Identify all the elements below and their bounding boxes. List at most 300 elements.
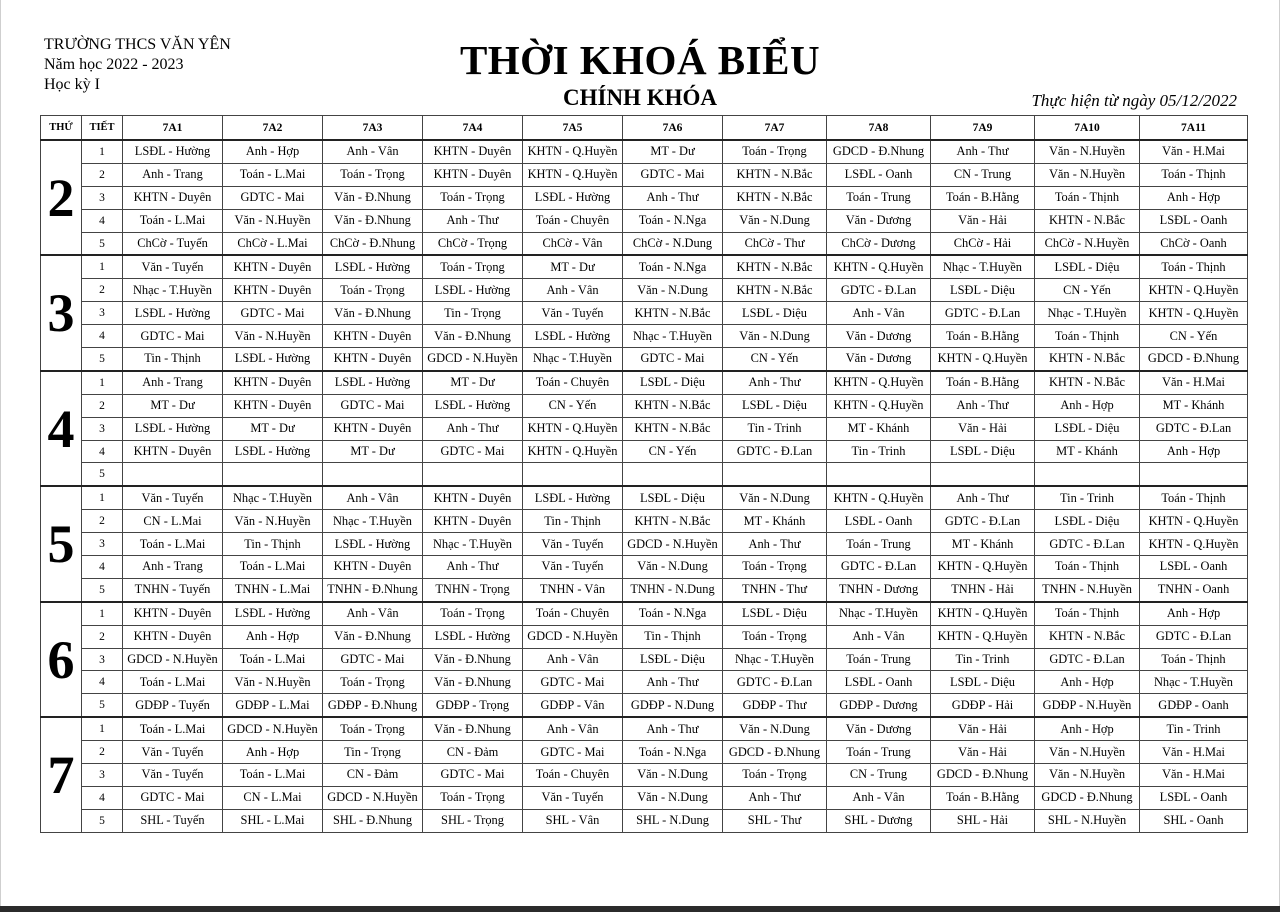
lesson-cell: Tin - Thịnh bbox=[623, 625, 723, 648]
lesson-cell bbox=[827, 463, 931, 486]
header-class: 7A2 bbox=[223, 116, 323, 141]
period-number: 5 bbox=[82, 809, 123, 832]
lesson-cell: ChCờ - Đ.Nhung bbox=[323, 232, 423, 255]
lesson-cell: KHTN - Q.Huyền bbox=[827, 486, 931, 509]
table-row bbox=[41, 764, 1248, 787]
lesson-cell: TNHN - N.Huyền bbox=[1035, 578, 1140, 601]
lesson-cell: Toán - Trung bbox=[827, 186, 931, 209]
lesson-cell: Văn - H.Mai bbox=[1140, 764, 1248, 787]
lesson-cell: CN - Trung bbox=[827, 764, 931, 787]
day-label: 3 bbox=[41, 255, 82, 370]
lesson-cell: GDTC - Đ.Lan bbox=[1140, 417, 1248, 440]
lesson-cell: KHTN - N.Bắc bbox=[1035, 625, 1140, 648]
lesson-cell: Toán - Thịnh bbox=[1140, 163, 1248, 186]
lesson-cell: GDTC - Đ.Lan bbox=[827, 556, 931, 579]
lesson-cell: KHTN - N.Bắc bbox=[1035, 348, 1140, 371]
lesson-cell: KHTN - N.Bắc bbox=[723, 255, 827, 278]
lesson-cell: Toán - L.Mai bbox=[123, 671, 223, 694]
lesson-cell: Văn - N.Huyền bbox=[1035, 140, 1140, 163]
lesson-cell: KHTN - N.Bắc bbox=[723, 186, 827, 209]
lesson-cell: Văn - N.Huyền bbox=[223, 510, 323, 533]
lesson-cell: Anh - Vân bbox=[827, 625, 931, 648]
lesson-cell: Anh - Vân bbox=[323, 602, 423, 625]
lesson-cell: SHL - Trọng bbox=[423, 809, 523, 832]
lesson-cell: Nhạc - T.Huyền bbox=[323, 510, 423, 533]
lesson-cell: Nhạc - T.Huyền bbox=[1035, 302, 1140, 325]
lesson-cell: Toán - Trọng bbox=[423, 786, 523, 809]
lesson-cell: GDTC - Mai bbox=[223, 302, 323, 325]
lesson-cell: Toán - N.Nga bbox=[623, 602, 723, 625]
lesson-cell: TNHN - Dương bbox=[827, 578, 931, 601]
lesson-cell: SHL - Đ.Nhung bbox=[323, 809, 423, 832]
lesson-cell: Nhạc - T.Huyền bbox=[523, 348, 623, 371]
table-row bbox=[41, 556, 1248, 579]
lesson-cell: GDTC - Mai bbox=[223, 186, 323, 209]
table-row bbox=[41, 140, 1248, 163]
lesson-cell: Anh - Thư bbox=[931, 394, 1035, 417]
lesson-cell: Toán - Trọng bbox=[723, 764, 827, 787]
lesson-cell: Anh - Thư bbox=[623, 186, 723, 209]
lesson-cell: CN - Trung bbox=[931, 163, 1035, 186]
lesson-cell: Toán - Trọng bbox=[323, 717, 423, 740]
lesson-cell: LSĐL - Diệu bbox=[723, 302, 827, 325]
lesson-cell: TNHN - Tuyến bbox=[123, 578, 223, 601]
period-number: 3 bbox=[82, 764, 123, 787]
lesson-cell: Toán - Thịnh bbox=[1140, 486, 1248, 509]
lesson-cell: Toán - Trọng bbox=[723, 556, 827, 579]
period-number: 1 bbox=[82, 602, 123, 625]
lesson-cell: CN - L.Mai bbox=[223, 786, 323, 809]
lesson-cell: Toán - Trọng bbox=[423, 255, 523, 278]
lesson-cell: Tin - Trọng bbox=[323, 741, 423, 764]
period-number: 2 bbox=[82, 510, 123, 533]
period-number: 4 bbox=[82, 209, 123, 232]
lesson-cell: LSĐL - Oanh bbox=[1140, 209, 1248, 232]
lesson-cell: Anh - Vân bbox=[523, 717, 623, 740]
lesson-cell: LSĐL - Hường bbox=[423, 394, 523, 417]
lesson-cell: LSĐL - Hường bbox=[123, 140, 223, 163]
lesson-cell: Toán - B.Hằng bbox=[931, 325, 1035, 348]
day-group bbox=[41, 717, 1248, 832]
lesson-cell: Tin - Trinh bbox=[1035, 486, 1140, 509]
lesson-cell: LSĐL - Hường bbox=[423, 279, 523, 302]
lesson-cell: Anh - Thư bbox=[723, 533, 827, 556]
table-row bbox=[41, 163, 1248, 186]
lesson-cell: Văn - Đ.Nhung bbox=[323, 209, 423, 232]
header-class: 7A4 bbox=[423, 116, 523, 141]
lesson-cell: Anh - Vân bbox=[323, 486, 423, 509]
lesson-cell: GDTC - Mai bbox=[523, 741, 623, 764]
table-row bbox=[41, 625, 1248, 648]
period-number: 3 bbox=[82, 302, 123, 325]
lesson-cell: Anh - Hợp bbox=[223, 625, 323, 648]
lesson-cell: GDTC - Đ.Lan bbox=[723, 440, 827, 463]
lesson-cell: GDĐP - Thư bbox=[723, 694, 827, 717]
period-number: 1 bbox=[82, 140, 123, 163]
lesson-cell: Anh - Hợp bbox=[223, 140, 323, 163]
lesson-cell: LSĐL - Diệu bbox=[723, 602, 827, 625]
table-row bbox=[41, 578, 1248, 601]
lesson-cell: KHTN - Duyên bbox=[423, 510, 523, 533]
lesson-cell: KHTN - Q.Huyền bbox=[523, 140, 623, 163]
table-row bbox=[41, 671, 1248, 694]
lesson-cell: Anh - Thư bbox=[723, 786, 827, 809]
lesson-cell: Anh - Hợp bbox=[1140, 186, 1248, 209]
period-number: 2 bbox=[82, 394, 123, 417]
period-number: 3 bbox=[82, 417, 123, 440]
lesson-cell: Toán - L.Mai bbox=[123, 533, 223, 556]
lesson-cell: ChCờ - Oanh bbox=[1140, 232, 1248, 255]
lesson-cell: Anh - Hợp bbox=[1140, 602, 1248, 625]
lesson-cell: Văn - Dương bbox=[827, 348, 931, 371]
lesson-cell: CN - Yến bbox=[523, 394, 623, 417]
lesson-cell: KHTN - Duyên bbox=[123, 186, 223, 209]
lesson-cell: Văn - H.Mai bbox=[1140, 140, 1248, 163]
lesson-cell: Toán - L.Mai bbox=[223, 648, 323, 671]
lesson-cell: Văn - N.Huyền bbox=[223, 671, 323, 694]
lesson-cell: Anh - Trang bbox=[123, 556, 223, 579]
lesson-cell: GDĐP - Trọng bbox=[423, 694, 523, 717]
header-class: 7A7 bbox=[723, 116, 827, 141]
lesson-cell: MT - Dư bbox=[123, 394, 223, 417]
header-class: 7A6 bbox=[623, 116, 723, 141]
lesson-cell: SHL - L.Mai bbox=[223, 809, 323, 832]
lesson-cell: Nhạc - T.Huyền bbox=[623, 325, 723, 348]
lesson-cell: GDTC - Mai bbox=[623, 348, 723, 371]
lesson-cell: Nhạc - T.Huyền bbox=[1140, 671, 1248, 694]
period-number: 1 bbox=[82, 371, 123, 394]
lesson-cell: GDCD - N.Huyền bbox=[623, 533, 723, 556]
table-row bbox=[41, 694, 1248, 717]
lesson-cell: SHL - Oanh bbox=[1140, 809, 1248, 832]
lesson-cell: LSĐL - Hường bbox=[123, 417, 223, 440]
lesson-cell: Toán - Trọng bbox=[723, 140, 827, 163]
period-number: 1 bbox=[82, 255, 123, 278]
lesson-cell: Toán - Thịnh bbox=[1035, 602, 1140, 625]
lesson-cell: TNHN - Oanh bbox=[1140, 578, 1248, 601]
table-row bbox=[41, 486, 1248, 509]
table-row bbox=[41, 741, 1248, 764]
lesson-cell: Nhạc - T.Huyền bbox=[423, 533, 523, 556]
lesson-cell bbox=[423, 463, 523, 486]
lesson-cell: Toán - N.Nga bbox=[623, 255, 723, 278]
lesson-cell: Anh - Thư bbox=[723, 371, 827, 394]
lesson-cell: Tin - Trinh bbox=[1140, 717, 1248, 740]
day-group bbox=[41, 602, 1248, 717]
lesson-cell: Tin - Thịnh bbox=[523, 510, 623, 533]
page-title: THỜI KHOÁ BIỂU bbox=[459, 37, 821, 83]
lesson-cell: Toán - Chuyên bbox=[523, 371, 623, 394]
lesson-cell: Toán - Chuyên bbox=[523, 764, 623, 787]
lesson-cell: MT - Dư bbox=[523, 255, 623, 278]
table-row bbox=[41, 186, 1248, 209]
table-row bbox=[41, 648, 1248, 671]
period-number: 2 bbox=[82, 625, 123, 648]
lesson-cell: KHTN - Duyên bbox=[123, 440, 223, 463]
period-number: 3 bbox=[82, 648, 123, 671]
lesson-cell: Tin - Trinh bbox=[827, 440, 931, 463]
lesson-cell: KHTN - Duyên bbox=[123, 602, 223, 625]
period-number: 2 bbox=[82, 741, 123, 764]
timetable-header-row bbox=[41, 116, 1248, 141]
lesson-cell: KHTN - Q.Huyền bbox=[523, 163, 623, 186]
lesson-cell: SHL - Dương bbox=[827, 809, 931, 832]
lesson-cell: Anh - Hợp bbox=[1035, 717, 1140, 740]
lesson-cell: Tin - Trinh bbox=[723, 417, 827, 440]
lesson-cell: Văn - N.Huyền bbox=[223, 209, 323, 232]
lesson-cell: SHL - Tuyến bbox=[123, 809, 223, 832]
lesson-cell: SHL - Vân bbox=[523, 809, 623, 832]
lesson-cell: KHTN - N.Bắc bbox=[623, 417, 723, 440]
lesson-cell: CN - L.Mai bbox=[123, 510, 223, 533]
lesson-cell: GDCD - Đ.Nhung bbox=[827, 140, 931, 163]
lesson-cell: KHTN - Duyên bbox=[223, 279, 323, 302]
school-term: Học kỳ I bbox=[44, 76, 100, 93]
lesson-cell: GDTC - Mai bbox=[623, 163, 723, 186]
lesson-cell: Anh - Vân bbox=[523, 648, 623, 671]
lesson-cell: Văn - Đ.Nhung bbox=[423, 671, 523, 694]
lesson-cell: Toán - B.Hằng bbox=[931, 786, 1035, 809]
lesson-cell: TNHN - Hải bbox=[931, 578, 1035, 601]
lesson-cell: Anh - Trang bbox=[123, 371, 223, 394]
lesson-cell: LSĐL - Diệu bbox=[931, 440, 1035, 463]
lesson-cell: Toán - Thịnh bbox=[1035, 325, 1140, 348]
lesson-cell: Anh - Vân bbox=[523, 279, 623, 302]
lesson-cell: MT - Dư bbox=[223, 417, 323, 440]
lesson-cell: Văn - Tuyến bbox=[523, 533, 623, 556]
effective-date: Thực hiện từ ngày 05/12/2022 bbox=[1031, 91, 1237, 110]
lesson-cell: GDCD - Đ.Nhung bbox=[1140, 348, 1248, 371]
lesson-cell: Toán - Trung bbox=[827, 648, 931, 671]
lesson-cell: GDĐP - L.Mai bbox=[223, 694, 323, 717]
lesson-cell: KHTN - Q.Huyền bbox=[1140, 533, 1248, 556]
lesson-cell: Anh - Thư bbox=[623, 671, 723, 694]
lesson-cell: Văn - Đ.Nhung bbox=[423, 325, 523, 348]
table-row bbox=[41, 325, 1248, 348]
lesson-cell: KHTN - N.Bắc bbox=[623, 302, 723, 325]
lesson-cell: Toán - L.Mai bbox=[223, 764, 323, 787]
header-period: TIẾT bbox=[82, 116, 123, 141]
lesson-cell: Anh - Trang bbox=[123, 163, 223, 186]
school-year: Năm học 2022 - 2023 bbox=[44, 56, 184, 73]
lesson-cell: MT - Khánh bbox=[723, 510, 827, 533]
lesson-cell: ChCờ - L.Mai bbox=[223, 232, 323, 255]
day-label: 7 bbox=[41, 717, 82, 832]
lesson-cell: Văn - N.Huyền bbox=[1035, 764, 1140, 787]
table-row bbox=[41, 533, 1248, 556]
lesson-cell: LSĐL - Diệu bbox=[1035, 417, 1140, 440]
lesson-cell: Văn - N.Dung bbox=[623, 279, 723, 302]
header-class: 7A5 bbox=[523, 116, 623, 141]
table-row bbox=[41, 209, 1248, 232]
lesson-cell: Anh - Thư bbox=[423, 417, 523, 440]
header-class: 7A8 bbox=[827, 116, 931, 141]
lesson-cell: Nhạc - T.Huyền bbox=[931, 255, 1035, 278]
table-row bbox=[41, 371, 1248, 394]
lesson-cell: ChCờ - Vân bbox=[523, 232, 623, 255]
lesson-cell: KHTN - Q.Huyền bbox=[931, 625, 1035, 648]
day-group bbox=[41, 371, 1248, 486]
lesson-cell bbox=[723, 463, 827, 486]
lesson-cell: KHTN - Duyên bbox=[423, 163, 523, 186]
lesson-cell: Toán - Trọng bbox=[323, 163, 423, 186]
header-class: 7A3 bbox=[323, 116, 423, 141]
lesson-cell: CN - Yến bbox=[1140, 325, 1248, 348]
period-number: 1 bbox=[82, 486, 123, 509]
lesson-cell: MT - Dư bbox=[623, 140, 723, 163]
lesson-cell: Anh - Thư bbox=[423, 556, 523, 579]
lesson-cell: LSĐL - Hường bbox=[223, 440, 323, 463]
lesson-cell: Anh - Thư bbox=[623, 717, 723, 740]
lesson-cell: MT - Khánh bbox=[931, 533, 1035, 556]
lesson-cell: GDĐP - Đ.Nhung bbox=[323, 694, 423, 717]
lesson-cell: LSĐL - Diệu bbox=[623, 371, 723, 394]
lesson-cell: Văn - N.Dung bbox=[623, 764, 723, 787]
lesson-cell: LSĐL - Oanh bbox=[827, 163, 931, 186]
lesson-cell: Nhạc - T.Huyền bbox=[827, 602, 931, 625]
lesson-cell: Văn - Tuyến bbox=[123, 741, 223, 764]
lesson-cell: GDCD - N.Huyền bbox=[523, 625, 623, 648]
lesson-cell: MT - Dư bbox=[323, 440, 423, 463]
lesson-cell: Văn - Tuyến bbox=[123, 255, 223, 278]
lesson-cell: GDĐP - Hải bbox=[931, 694, 1035, 717]
lesson-cell: Toán - Chuyên bbox=[523, 602, 623, 625]
lesson-cell: GDCD - Đ.Nhung bbox=[723, 741, 827, 764]
lesson-cell: GDĐP - Vân bbox=[523, 694, 623, 717]
lesson-cell: LSĐL - Hường bbox=[523, 486, 623, 509]
table-row bbox=[41, 232, 1248, 255]
lesson-cell bbox=[523, 463, 623, 486]
day-label: 2 bbox=[41, 140, 82, 255]
lesson-cell: LSĐL - Oanh bbox=[1140, 556, 1248, 579]
lesson-cell: KHTN - Duyên bbox=[323, 556, 423, 579]
lesson-cell: LSĐL - Hường bbox=[123, 302, 223, 325]
lesson-cell: KHTN - N.Bắc bbox=[623, 394, 723, 417]
lesson-cell: LSĐL - Hường bbox=[423, 625, 523, 648]
lesson-cell: KHTN - Q.Huyền bbox=[827, 371, 931, 394]
lesson-cell: KHTN - Duyên bbox=[223, 255, 323, 278]
lesson-cell: KHTN - N.Bắc bbox=[723, 279, 827, 302]
period-number: 5 bbox=[82, 232, 123, 255]
period-number: 4 bbox=[82, 671, 123, 694]
lesson-cell: TNHN - Đ.Nhung bbox=[323, 578, 423, 601]
lesson-cell: LSĐL - Hường bbox=[523, 186, 623, 209]
lesson-cell: Anh - Hợp bbox=[223, 741, 323, 764]
lesson-cell: Văn - Hải bbox=[931, 741, 1035, 764]
lesson-cell: ChCờ - Trọng bbox=[423, 232, 523, 255]
lesson-cell: Văn - Đ.Nhung bbox=[323, 302, 423, 325]
lesson-cell: Toán - L.Mai bbox=[123, 209, 223, 232]
lesson-cell: ChCờ - Tuyến bbox=[123, 232, 223, 255]
lesson-cell: Toán - Thịnh bbox=[1035, 556, 1140, 579]
lesson-cell: GDTC - Mai bbox=[323, 648, 423, 671]
lesson-cell: GDTC - Mai bbox=[523, 671, 623, 694]
lesson-cell: MT - Khánh bbox=[1140, 394, 1248, 417]
period-number: 5 bbox=[82, 694, 123, 717]
school-name: TRƯỜNG THCS VĂN YÊN bbox=[44, 36, 231, 53]
lesson-cell: TNHN - Thư bbox=[723, 578, 827, 601]
lesson-cell: Văn - Tuyến bbox=[523, 556, 623, 579]
lesson-cell: GDTC - Mai bbox=[123, 325, 223, 348]
header-class: 7A9 bbox=[931, 116, 1035, 141]
day-group bbox=[41, 486, 1248, 601]
lesson-cell: Toán - Trọng bbox=[723, 625, 827, 648]
lesson-cell: LSĐL - Hường bbox=[323, 255, 423, 278]
lesson-cell: Anh - Hợp bbox=[1035, 671, 1140, 694]
lesson-cell: LSĐL - Diệu bbox=[623, 486, 723, 509]
table-row bbox=[41, 417, 1248, 440]
lesson-cell: Văn - N.Dung bbox=[723, 325, 827, 348]
lesson-cell: GDTC - Mai bbox=[423, 440, 523, 463]
lesson-cell: GDTC - Mai bbox=[323, 394, 423, 417]
lesson-cell: KHTN - Q.Huyền bbox=[827, 255, 931, 278]
lesson-cell: Anh - Hợp bbox=[1140, 440, 1248, 463]
lesson-cell bbox=[123, 463, 223, 486]
lesson-cell: GDTC - Đ.Lan bbox=[1035, 648, 1140, 671]
lesson-cell: Toán - L.Mai bbox=[223, 556, 323, 579]
lesson-cell: KHTN - N.Bắc bbox=[623, 510, 723, 533]
lesson-cell: KHTN - Duyên bbox=[123, 625, 223, 648]
lesson-cell: KHTN - N.Bắc bbox=[723, 163, 827, 186]
lesson-cell: TNHN - Trọng bbox=[423, 578, 523, 601]
lesson-cell: SHL - Hải bbox=[931, 809, 1035, 832]
lesson-cell bbox=[323, 463, 423, 486]
lesson-cell: GDCD - N.Huyền bbox=[123, 648, 223, 671]
day-label: 4 bbox=[41, 371, 82, 486]
lesson-cell: GDCD - Đ.Nhung bbox=[931, 764, 1035, 787]
lesson-cell: Anh - Vân bbox=[323, 140, 423, 163]
lesson-cell: LSĐL - Diệu bbox=[623, 648, 723, 671]
lesson-cell: LSĐL - Hường bbox=[323, 371, 423, 394]
lesson-cell: GDĐP - Dương bbox=[827, 694, 931, 717]
lesson-cell: Văn - Dương bbox=[827, 325, 931, 348]
lesson-cell: Văn - Dương bbox=[827, 209, 931, 232]
table-row bbox=[41, 394, 1248, 417]
lesson-cell: Văn - Tuyến bbox=[523, 302, 623, 325]
table-row bbox=[41, 510, 1248, 533]
lesson-cell: Anh - Vân bbox=[827, 302, 931, 325]
lesson-cell: TNHN - Vân bbox=[523, 578, 623, 601]
lesson-cell: GDTC - Đ.Lan bbox=[827, 279, 931, 302]
lesson-cell: Nhạc - T.Huyền bbox=[723, 648, 827, 671]
lesson-cell: Văn - Tuyến bbox=[123, 486, 223, 509]
table-row bbox=[41, 440, 1248, 463]
lesson-cell: Toán - B.Hằng bbox=[931, 371, 1035, 394]
lesson-cell: Anh - Vân bbox=[827, 786, 931, 809]
lesson-cell: CN - Yến bbox=[723, 348, 827, 371]
period-number: 3 bbox=[82, 186, 123, 209]
lesson-cell: GDTC - Đ.Lan bbox=[931, 302, 1035, 325]
lesson-cell: GDCD - N.Huyền bbox=[323, 786, 423, 809]
lesson-cell: KHTN - Q.Huyền bbox=[523, 417, 623, 440]
lesson-cell: LSĐL - Oanh bbox=[827, 510, 931, 533]
table-row bbox=[41, 302, 1248, 325]
lesson-cell: KHTN - N.Bắc bbox=[1035, 209, 1140, 232]
lesson-cell: Toán - N.Nga bbox=[623, 209, 723, 232]
period-number: 1 bbox=[82, 717, 123, 740]
timetable bbox=[40, 115, 1248, 833]
lesson-cell: KHTN - N.Bắc bbox=[1035, 371, 1140, 394]
lesson-cell: Văn - N.Dung bbox=[723, 209, 827, 232]
lesson-cell: Toán - Trung bbox=[827, 741, 931, 764]
lesson-cell: Anh - Thư bbox=[423, 209, 523, 232]
lesson-cell: Toán - Trọng bbox=[423, 186, 523, 209]
lesson-cell: Văn - Tuyến bbox=[123, 764, 223, 787]
day-label: 6 bbox=[41, 602, 82, 717]
lesson-cell: KHTN - Duyên bbox=[423, 140, 523, 163]
lesson-cell: Văn - N.Dung bbox=[723, 717, 827, 740]
lesson-cell: GDCD - Đ.Nhung bbox=[1035, 786, 1140, 809]
